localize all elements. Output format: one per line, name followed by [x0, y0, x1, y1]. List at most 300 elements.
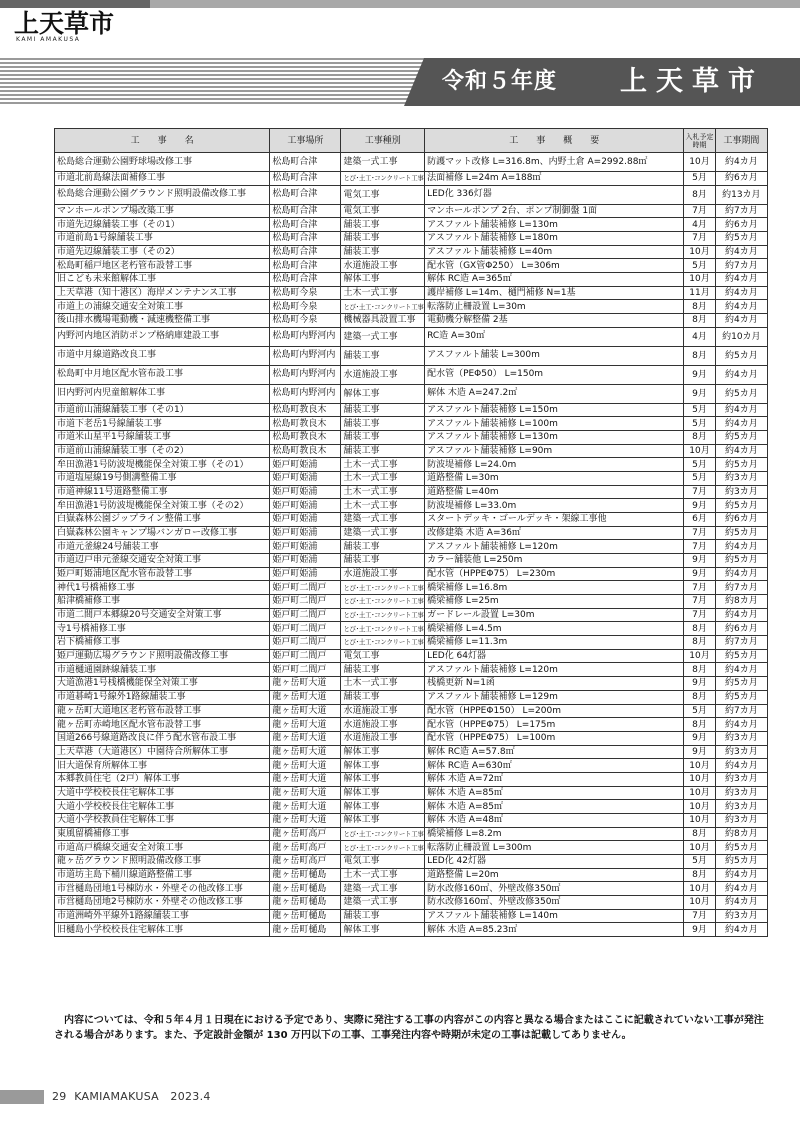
table-row	[55, 772, 768, 786]
cell-type: 土木一式工事	[341, 485, 425, 499]
cell-name: 市道下老岳1号線舗装工事	[55, 417, 270, 431]
cell-location: 姫戸町二間戸	[270, 663, 341, 677]
cell-type: 建築一式工事	[341, 513, 425, 527]
table-note: 内容については、令和５年４月１日現在における予定であり、実際に発注する工事の内容がこの内容と異なる場合またはここに記載されていない工事が発注される場合があります。また、予定設計金額が 130 万円以下の工事、工事発注内容や時期が未定の工事は記載してありません。	[54, 1015, 764, 1041]
cell-type: 舗装工事	[341, 444, 425, 458]
cell-timing: 8月	[684, 690, 715, 704]
cell-type: 水道施設工事	[341, 718, 425, 732]
cell-name: 龍ヶ岳町赤崎地区配水管布設替工事	[55, 718, 270, 732]
cell-duration: 約5カ月	[715, 841, 767, 855]
cell-location: 姫戸町姫浦	[270, 526, 341, 540]
cell-type: 水道施設工事	[341, 704, 425, 718]
issue-date: 2023.4	[170, 1090, 211, 1103]
table-row	[55, 526, 768, 540]
header-dark-edge	[404, 58, 424, 106]
cell-location: 姫戸町姫浦	[270, 540, 341, 554]
cell-duration: 約10カ月	[715, 327, 767, 346]
cell-location: 松島町合津	[270, 204, 341, 218]
cell-location: 姫戸町二間戸	[270, 622, 341, 636]
table-row	[55, 245, 768, 259]
cell-timing: 5月	[684, 472, 715, 486]
table-row	[55, 595, 768, 609]
table-row	[55, 458, 768, 472]
table-row	[55, 841, 768, 855]
cell-duration: 約7カ月	[715, 259, 767, 273]
cell-duration: 約5カ月	[715, 346, 767, 365]
cell-duration: 約13カ月	[715, 185, 767, 204]
cell-timing: 5月	[684, 417, 715, 431]
table-row	[55, 204, 768, 218]
cell-duration: 約3カ月	[715, 472, 767, 486]
cell-duration: 約4カ月	[715, 608, 767, 622]
cell-location: 龍ヶ岳町樋島	[270, 923, 341, 937]
cell-summary: LED化 64灯器	[425, 649, 684, 663]
cell-type: 建築一式工事	[341, 882, 425, 896]
cell-summary: カラー舗装他 L=250m	[425, 554, 684, 568]
cell-summary: マンホールポンプ 2台、ポンプ制御盤 1面	[425, 204, 684, 218]
table-row	[55, 827, 768, 841]
cell-timing: 8月	[684, 868, 715, 882]
cell-type: 解体工事	[341, 759, 425, 773]
cell-location: 龍ヶ岳町大道	[270, 731, 341, 745]
cell-type: 舗装工事	[341, 431, 425, 445]
cell-duration: 約6カ月	[715, 218, 767, 232]
cell-type: 土木一式工事	[341, 286, 425, 300]
cell-summary: 桟橋更新 N=1函	[425, 677, 684, 691]
header-summary: 工 事 概 要	[425, 129, 684, 153]
cell-summary: アスファルト舗装補修 L=90m	[425, 444, 684, 458]
cell-type: 舗装工事	[341, 663, 425, 677]
cell-type: 電気工事	[341, 185, 425, 204]
cell-type: とび･土工･コンクリート工事	[341, 300, 425, 314]
cell-type: とび･土工･コンクリート工事	[341, 827, 425, 841]
cell-duration: 約6カ月	[715, 513, 767, 527]
cell-location: 松島町内野河内	[270, 384, 341, 403]
cell-duration: 約8カ月	[715, 827, 767, 841]
table-row	[55, 622, 768, 636]
cell-summary: 解体 木造 A=48㎡	[425, 813, 684, 827]
cell-duration: 約5カ月	[715, 854, 767, 868]
cell-timing: 4月	[684, 218, 715, 232]
table-row	[55, 663, 768, 677]
cell-location: 松島町内野河内	[270, 327, 341, 346]
table-row	[55, 800, 768, 814]
cell-location: 龍ヶ岳町高戸	[270, 841, 341, 855]
table-body	[55, 153, 768, 937]
cell-name: 大道漁港1号桟橋機能保全対策工事	[55, 677, 270, 691]
header-duration: 工事期間	[715, 129, 767, 153]
cell-summary: アスファルト舗装補修 L=100m	[425, 417, 684, 431]
cell-location: 松島町合津	[270, 218, 341, 232]
cell-type: 解体工事	[341, 745, 425, 759]
cell-duration: 約4カ月	[715, 245, 767, 259]
cell-summary: 解体 木造 A=72㎡	[425, 772, 684, 786]
cell-type: 舗装工事	[341, 554, 425, 568]
cell-duration: 約5カ月	[715, 431, 767, 445]
cell-location: 姫戸町姫浦	[270, 485, 341, 499]
cell-timing: 8月	[684, 346, 715, 365]
cell-type: 舗装工事	[341, 690, 425, 704]
table-row	[55, 649, 768, 663]
cell-duration: 約4カ月	[715, 403, 767, 417]
cell-location: 松島町教良木	[270, 417, 341, 431]
cell-timing: 10月	[684, 895, 715, 909]
cell-type: とび･土工･コンクリート工事	[341, 841, 425, 855]
table-row	[55, 690, 768, 704]
cell-summary: アスファルト舗装補修 L=40m	[425, 245, 684, 259]
cell-name: 本郷教員住宅（2戸）解体工事	[55, 772, 270, 786]
logo-subtext: KAMI AMAKUSA	[16, 36, 81, 43]
cell-summary: アスファルト舗装補修 L=130m	[425, 431, 684, 445]
cell-duration: 約3カ月	[715, 485, 767, 499]
cell-location: 松島町合津	[270, 185, 341, 204]
cell-location: 姫戸町二間戸	[270, 595, 341, 609]
cell-location: 松島町合津	[270, 232, 341, 246]
cell-type: 水道施設工事	[341, 731, 425, 745]
cell-type: 舗装工事	[341, 232, 425, 246]
cell-location: 松島町合津	[270, 172, 341, 186]
cell-type: 舗装工事	[341, 346, 425, 365]
cell-duration: 約7カ月	[715, 581, 767, 595]
cell-type: 電気工事	[341, 854, 425, 868]
table-row	[55, 384, 768, 403]
cell-summary: 防護マット改修 L=316.8m、内野土倉 A=2992.88㎡	[425, 153, 684, 172]
cell-timing: 7月	[684, 581, 715, 595]
cell-duration: 約4カ月	[715, 882, 767, 896]
table-row	[55, 581, 768, 595]
cell-location: 松島町今泉	[270, 300, 341, 314]
magazine-name: KAMIAMAKUSA	[74, 1090, 160, 1103]
cell-name: 岩下橋補修工事	[55, 636, 270, 650]
cell-location: 龍ヶ岳町大道	[270, 772, 341, 786]
cell-location: 松島町教良木	[270, 444, 341, 458]
cell-location: 姫戸町姫浦	[270, 513, 341, 527]
logo-text: 上天草市	[14, 9, 115, 38]
cell-summary: アスファルト舗装補修 L=180m	[425, 232, 684, 246]
cell-duration: 約8カ月	[715, 595, 767, 609]
cell-timing: 10月	[684, 273, 715, 287]
cell-summary: 防波堤補修 L=24.0m	[425, 458, 684, 472]
cell-type: 土木一式工事	[341, 458, 425, 472]
cell-duration: 約7カ月	[715, 636, 767, 650]
cell-summary: アスファルト舗装補修 L=129m	[425, 690, 684, 704]
cell-timing: 9月	[684, 554, 715, 568]
table-row	[55, 786, 768, 800]
construction-table	[54, 128, 768, 937]
cell-type: 舗装工事	[341, 417, 425, 431]
top-bar-accent	[0, 0, 150, 8]
cell-type: 解体工事	[341, 384, 425, 403]
cell-type: とび･土工･コンクリート工事	[341, 608, 425, 622]
table-row	[55, 232, 768, 246]
cell-summary: 護岸補修 L=14m、樋門補修 N=1基	[425, 286, 684, 300]
cell-timing: 5月	[684, 403, 715, 417]
cell-name: 市道辺戸串元釜線交通安全対策工事	[55, 554, 270, 568]
cell-timing: 7月	[684, 204, 715, 218]
cell-location: 龍ヶ岳町高戸	[270, 854, 341, 868]
footer-bar	[0, 1090, 44, 1104]
cell-timing: 10月	[684, 786, 715, 800]
cell-location: 龍ヶ岳町大道	[270, 704, 341, 718]
cell-duration: 約5カ月	[715, 526, 767, 540]
cell-duration: 約3カ月	[715, 800, 767, 814]
cell-summary: アスファルト舗装補修 L=130m	[425, 218, 684, 232]
cell-name: 市道碁崎1号線外1路線舗装工事	[55, 690, 270, 704]
cell-type: 機械器具設置工事	[341, 314, 425, 328]
header-location: 工事場所	[270, 129, 341, 153]
cell-location: 松島町合津	[270, 245, 341, 259]
cell-duration: 約4カ月	[715, 273, 767, 287]
cell-location: 松島町合津	[270, 153, 341, 172]
cell-location: 姫戸町二間戸	[270, 581, 341, 595]
cell-duration: 約5カ月	[715, 232, 767, 246]
cell-location: 姫戸町姫浦	[270, 567, 341, 581]
cell-summary: 橋梁補修 L=25m	[425, 595, 684, 609]
cell-location: 姫戸町二間戸	[270, 649, 341, 663]
cell-type: 建築一式工事	[341, 153, 425, 172]
cell-name: 牟田漁港1号防波堤機能保全対策工事（その2）	[55, 499, 270, 513]
cell-type: 電気工事	[341, 204, 425, 218]
cell-summary: アスファルト舗装補修 L=120m	[425, 540, 684, 554]
cell-duration: 約3カ月	[715, 813, 767, 827]
cell-location: 龍ヶ岳町樋島	[270, 868, 341, 882]
cell-location: 龍ヶ岳町樋島	[270, 895, 341, 909]
cell-duration: 約4カ月	[715, 567, 767, 581]
cell-timing: 5月	[684, 458, 715, 472]
cell-type: とび･土工･コンクリート工事	[341, 581, 425, 595]
cell-name: 上天草港（知十港区）海岸メンテナンス工事	[55, 286, 270, 300]
cell-type: 土木一式工事	[341, 868, 425, 882]
cell-name: 市道神線11号道路整備工事	[55, 485, 270, 499]
cell-location: 龍ヶ岳町大道	[270, 800, 341, 814]
cell-name: 松島総合運動公園グラウンド照明設備改修工事	[55, 185, 270, 204]
cell-timing: 9月	[684, 499, 715, 513]
table-row	[55, 540, 768, 554]
cell-location: 姫戸町姫浦	[270, 472, 341, 486]
cell-name: 国道266号線道路改良に伴う配水管布設工事	[55, 731, 270, 745]
header-timing: 入札予定時期	[684, 129, 715, 153]
cell-duration: 約3カ月	[715, 745, 767, 759]
table-row	[55, 745, 768, 759]
cell-duration: 約4カ月	[715, 444, 767, 458]
cell-type: 建築一式工事	[341, 327, 425, 346]
cell-timing: 5月	[684, 259, 715, 273]
cell-duration: 約4カ月	[715, 153, 767, 172]
cell-summary: RC造 A=30㎡	[425, 327, 684, 346]
cell-timing: 8月	[684, 663, 715, 677]
cell-type: 建築一式工事	[341, 526, 425, 540]
cell-summary: 改修建築 木造 A=36㎡	[425, 526, 684, 540]
cell-duration: 約6カ月	[715, 172, 767, 186]
cell-summary: 防波堤補修 L=33.0m	[425, 499, 684, 513]
cell-timing: 9月	[684, 384, 715, 403]
cell-summary: 解体 木造 A=85㎡	[425, 800, 684, 814]
cell-location: 龍ヶ岳町大道	[270, 759, 341, 773]
table-row	[55, 417, 768, 431]
cell-summary: 配水管（HPPEΦ75） L=175m	[425, 718, 684, 732]
cell-type: 舗装工事	[341, 403, 425, 417]
table-row	[55, 636, 768, 650]
cell-name: 市道坊主島下桶川線道路整備工事	[55, 868, 270, 882]
cell-timing: 9月	[684, 731, 715, 745]
cell-type: 解体工事	[341, 786, 425, 800]
cell-name: 松島町中月地区配水管布設工事	[55, 365, 270, 384]
cell-summary: LED化 336灯器	[425, 185, 684, 204]
cell-timing: 8月	[684, 718, 715, 732]
cell-duration: 約5カ月	[715, 384, 767, 403]
cell-summary: 配水管（PEΦ50） L=150m	[425, 365, 684, 384]
cell-name: 市道中月線道路改良工事	[55, 346, 270, 365]
cell-name: 大道小学校教員住宅解体工事	[55, 813, 270, 827]
cell-duration: 約4カ月	[715, 759, 767, 773]
cell-summary: アスファルト舗装補修 L=120m	[425, 663, 684, 677]
cell-name: 姫戸運動広場グラウンド照明設備改修工事	[55, 649, 270, 663]
table-row	[55, 759, 768, 773]
cell-name: 寺1号橋補修工事	[55, 622, 270, 636]
table-row	[55, 923, 768, 937]
table-row	[55, 273, 768, 287]
table-row	[55, 185, 768, 204]
cell-duration: 約3カ月	[715, 731, 767, 745]
cell-timing: 9月	[684, 567, 715, 581]
cell-summary: アスファルト舗装 L=300m	[425, 346, 684, 365]
cell-name: 市道前山浦線舗装工事（その1）	[55, 403, 270, 417]
cell-name: 市道前島1号線舗装工事	[55, 232, 270, 246]
cell-summary: 転落防止柵設置 L=300m	[425, 841, 684, 855]
cell-duration: 約7カ月	[715, 204, 767, 218]
cell-type: とび･土工･コンクリート工事	[341, 595, 425, 609]
page-header	[0, 58, 800, 106]
cell-type: 舗装工事	[341, 245, 425, 259]
cell-location: 龍ヶ岳町大道	[270, 718, 341, 732]
top-bar	[0, 0, 800, 8]
cell-summary: 解体 木造 A=85㎡	[425, 786, 684, 800]
cell-summary: 防水改修160㎡、外壁改修350㎡	[425, 895, 684, 909]
cell-type: 解体工事	[341, 800, 425, 814]
cell-name: 市道上の浦線交通安全対策工事	[55, 300, 270, 314]
header-type: 工事種別	[341, 129, 425, 153]
cell-location: 松島町合津	[270, 273, 341, 287]
cell-name: 船津橋補修工事	[55, 595, 270, 609]
cell-location: 龍ヶ岳町樋島	[270, 909, 341, 923]
cell-timing: 7月	[684, 608, 715, 622]
cell-name: 大道中学校校長住宅解体工事	[55, 786, 270, 800]
cell-name: 松島総合運動公園野球場改修工事	[55, 153, 270, 172]
cell-name: 牟田漁港1号防波堤機能保全対策工事（その1）	[55, 458, 270, 472]
cell-summary: 道路整備 L=30m	[425, 472, 684, 486]
cell-summary: アスファルト舗装補修 L=140m	[425, 909, 684, 923]
cell-name: 旧こども未来館解体工事	[55, 273, 270, 287]
cell-timing: 8月	[684, 314, 715, 328]
table-row	[55, 854, 768, 868]
cell-name: 松島町稲戸地区老朽管布設替工事	[55, 259, 270, 273]
table-row	[55, 485, 768, 499]
cell-summary: 電動機分解整備 2基	[425, 314, 684, 328]
cell-location: 龍ヶ岳町大道	[270, 690, 341, 704]
cell-duration: 約3カ月	[715, 909, 767, 923]
cell-duration: 約4カ月	[715, 286, 767, 300]
cell-location: 龍ヶ岳町大道	[270, 677, 341, 691]
table-row	[55, 554, 768, 568]
cell-timing: 8月	[684, 636, 715, 650]
cell-timing: 7月	[684, 526, 715, 540]
cell-type: 土木一式工事	[341, 677, 425, 691]
cell-type: 水道施設工事	[341, 567, 425, 581]
table-row	[55, 300, 768, 314]
cell-type: 舗装工事	[341, 909, 425, 923]
table-row	[55, 327, 768, 346]
cell-location: 龍ヶ岳町高戸	[270, 827, 341, 841]
cell-name: 市道洲崎外平線外1路線舗装工事	[55, 909, 270, 923]
cell-timing: 10月	[684, 841, 715, 855]
cell-duration: 約4カ月	[715, 895, 767, 909]
cell-timing: 10月	[684, 813, 715, 827]
footer	[52, 1089, 211, 1105]
cell-timing: 9月	[684, 677, 715, 691]
construction-table-wrap	[54, 128, 768, 937]
cell-name: 市道高戸橋線交通安全対策工事	[55, 841, 270, 855]
cell-type: 解体工事	[341, 813, 425, 827]
cell-timing: 8月	[684, 300, 715, 314]
table-row	[55, 444, 768, 458]
cell-summary: 転落防止柵設置 L=30m	[425, 300, 684, 314]
cell-timing: 9月	[684, 365, 715, 384]
cell-timing: 8月	[684, 185, 715, 204]
cell-timing: 9月	[684, 923, 715, 937]
cell-location: 松島町教良木	[270, 431, 341, 445]
cell-timing: 10月	[684, 649, 715, 663]
cell-duration: 約3カ月	[715, 786, 767, 800]
cell-type: 建築一式工事	[341, 895, 425, 909]
cell-name: 市道前山浦線舗装工事（その2）	[55, 444, 270, 458]
cell-name: 市道二間戸本郷線20号交通安全対策工事	[55, 608, 270, 622]
cell-summary: 道路整備 L=20m	[425, 868, 684, 882]
cell-timing: 10月	[684, 800, 715, 814]
cell-type: とび･土工･コンクリート工事	[341, 172, 425, 186]
cell-duration: 約5カ月	[715, 554, 767, 568]
cell-location: 松島町内野河内	[270, 365, 341, 384]
cell-name: 旧大道保育所解体工事	[55, 759, 270, 773]
cell-duration: 約4カ月	[715, 417, 767, 431]
cell-summary: 橋梁補修 L=8.2m	[425, 827, 684, 841]
table-row	[55, 513, 768, 527]
cell-summary: 解体 木造 A=85.23㎡	[425, 923, 684, 937]
cell-summary: 解体 RC造 A=57.8㎡	[425, 745, 684, 759]
table-row	[55, 813, 768, 827]
cell-location: 姫戸町二間戸	[270, 636, 341, 650]
cell-type: 解体工事	[341, 772, 425, 786]
table-row	[55, 314, 768, 328]
table-row	[55, 499, 768, 513]
cell-name: 市道米山星平1号線舗装工事	[55, 431, 270, 445]
table-row	[55, 172, 768, 186]
cell-type: 舗装工事	[341, 218, 425, 232]
cell-name: 姫戸町姫浦地区配水管布設替工事	[55, 567, 270, 581]
cell-summary: 配水管（HPPEΦ75） L=100m	[425, 731, 684, 745]
cell-summary: 解体 RC造 A=365㎡	[425, 273, 684, 287]
cell-duration: 約5カ月	[715, 649, 767, 663]
cell-duration: 約6カ月	[715, 622, 767, 636]
cell-summary: ガードレール設置 L=30m	[425, 608, 684, 622]
cell-timing: 4月	[684, 327, 715, 346]
cell-duration: 約4カ月	[715, 540, 767, 554]
cell-type: 土木一式工事	[341, 499, 425, 513]
cell-name: 神代1号橋補修工事	[55, 581, 270, 595]
table-row	[55, 567, 768, 581]
cell-duration: 約4カ月	[715, 314, 767, 328]
cell-duration: 約4カ月	[715, 923, 767, 937]
cell-summary: 橋梁補修 L=16.8m	[425, 581, 684, 595]
